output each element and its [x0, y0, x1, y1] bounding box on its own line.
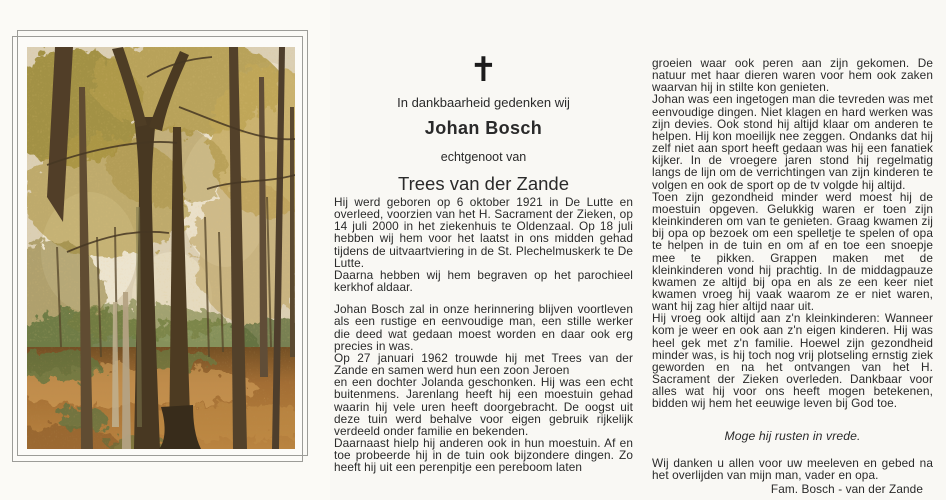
paragraph-character: Johan was een ingetogen man die tevreden was met eenvoudige dingen. Niet klagen en hard werken was zijn devies. Ook stond hij altijd klaar om anderen te helpen. Hij kon moeilijk nee zeggen. Ondanks dat hij zelf niet aan sport heeft gedaan was hij een fanatiek kijker. In de vroegere jaren stond hij regelmatig langs de lijn om de verrichtingen van zijn kinderen te volgen en ook de sport op de tv volgde hij altijd.	[652, 92, 933, 192]
left-text-column	[334, 196, 633, 473]
autumn-forest-photo	[27, 47, 295, 449]
paragraph-marriage: Op 27 januari 1962 trouwde hij met Trees van der Zande en samen werd hun een zoon Jeroen	[334, 350, 633, 378]
spouse-name: Trees van der Zande	[397, 173, 570, 194]
rest-in-peace-line: Moge hij rusten in vrede.	[724, 428, 861, 443]
paragraph-children-garden: en een dochter Jolanda geschonken. Hij was een echt buitenmens. Jarenlang heeft hij een moestuin gehad waarin hij vele uren heeft doorgebracht. De oogst uit deze tuin werd behalve voor eigen gebruik rijkelijk verdeeld onder familie en bekenden.	[334, 375, 633, 438]
cross-icon: ✝	[469, 51, 498, 89]
paragraph-birth-death: Hij werd geboren op 6 oktober 1921 in De Lutte en overleed, voorzien van het H. Sacrament der Zieken, op 14 juli 2000 in het ziekenhuis te Oldenzaal. Op 18 juli hebben wij hem voor het laatst in ons midden gehad tijdens de uitvaartviering in de St. Plechelmuskerk te De Lutte.	[334, 195, 633, 270]
signature-line: Fam. Bosch - van der Zande	[770, 482, 923, 496]
photo-panel	[0, 0, 330, 500]
thanks-line: Wij danken u allen voor uw meeleven en gebed na het overlijden van mijn man, vader en opa.	[652, 455, 933, 482]
memorial-header	[334, 50, 633, 195]
paragraph-nature: groeien waar ook peren aan zijn gekomen. De natuur met haar dieren waren voor hem ook zaken waarvan hij in stilte kon genieten.	[652, 56, 933, 95]
right-text-column	[652, 57, 933, 495]
paragraph-grandchildren: Toen zijn gezondheid minder werd moest hij de moestuin opgeven. Gelukkig waren er toen zijn kleinkinderen om van te genieten. Graag kwamen zij bij opa op bezoek om een spelletje te spelen of opa te helpen in de tuin en om af en toe een snoepje mee te pikken. Grappen maken met de kleinkinderen vond hij prachtig. In de middagpauze kwamen ze altijd bij opa en als ze een keer niet kwamen vroeg hij vaak waarom ze er niet waren, want hij zag hier altijd naar uit.	[652, 189, 933, 314]
paragraph-burial: Daarna hebben wij hem begraven op het parochieel kerkhof aldaar.	[334, 267, 633, 295]
paragraph-family-illness: Hij vroeg ook altijd aan z'n kleinkinderen: Wanneer kom je weer en ook aan z'n eigen kinderen. Hij was heel gek met z'n familie. Hoewel zijn gezondheid minder was, is hij toch nog vrij plotseling ernstig ziek geworden en na het ontvangen van het H. Sacrament der Zieken overleden. Dankbaar voor alles wat hij voor ons heeft mogen betekenen, bidden wij hem het eeuwige leven bij God toe.	[652, 311, 933, 411]
paragraph-memory: Johan Bosch zal in onze herinnering blijven voortleven als een rustige en eenvoudige man, een stille werker die deed wat gedaan moest worden en daar ook erg precies in was.	[334, 302, 633, 353]
deceased-name: Johan Bosch	[424, 118, 543, 138]
intro-line: In dankbaarheid gedenken wij	[397, 95, 570, 110]
paragraph-garden-special: Daarnaast hielp hij anderen ook in hun moestuin. Af en toe probeerde hij in de tuin ook bijzondere dingen. Zo heeft hij uit een perenpitje een pereboom laten	[334, 435, 633, 475]
relation-line: echtgenoot van	[440, 150, 527, 164]
